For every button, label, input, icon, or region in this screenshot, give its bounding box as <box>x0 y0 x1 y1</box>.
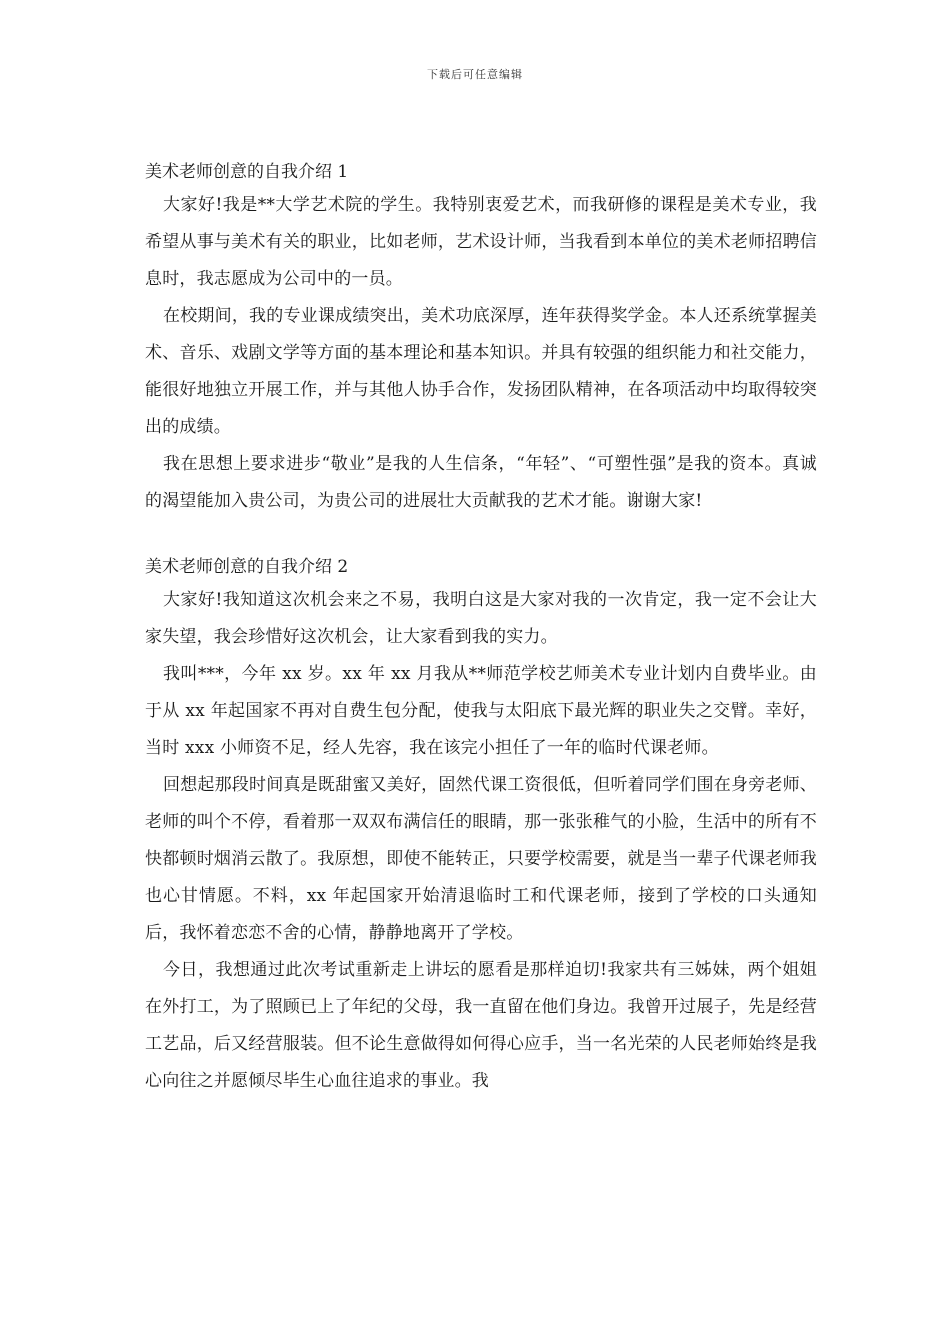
section-title: 美术老师创意的自我介绍 1 <box>145 162 349 182</box>
section-2 <box>145 552 817 1100</box>
header-note: 下载后可任意编辑 <box>427 68 523 81</box>
document-body <box>145 157 817 1132</box>
paragraph: 回想起那段时间真是既甜蜜又美好，固然代课工资很低，但听着同学们围在身旁老师、老师的叫个不停，看着那一双双布满信任的眼睛，那一张张稚气的小脸，生活中的所有不快都顿时烟消云散了。我原想，即使不能转正，只要学校需要，就是当一辈子代课老师我也心甘情愿。不料，xx 年起国家开始清退临时工和代课老师，接到了学校的口头通知后，我怀着恋恋不舍的心情，静静地离开了学校。 <box>145 775 817 943</box>
paragraph: 在校期间，我的专业课成绩突出，美术功底深厚，连年获得奖学金。本人还系统掌握美术、音乐、戏剧文学等方面的基本理论和基本知识。并具有较强的组织能力和社交能力，能很好地独立开展工作，并与其他人协手合作，发扬团队精神，在各项活动中均取得较突出的成绩。 <box>145 306 817 437</box>
section-1 <box>145 157 817 520</box>
paragraph: 大家好!我是**大学艺术院的学生。我特别衷爱艺术，而我研修的课程是美术专业，我希望从事与美术有关的职业，比如老师，艺术设计师，当我看到本单位的美术老师招聘信息时，我志愿成为公司中的一员。 <box>145 195 817 289</box>
paragraph: 我在思想上要求进步“敬业”是我的人生信条，“年轻”、“可塑性强”是我的资本。真诚的渴望能加入贵公司，为贵公司的进展壮大贡献我的艺术才能。谢谢大家! <box>145 454 817 511</box>
section-title: 美术老师创意的自我介绍 2 <box>145 557 349 577</box>
paragraph: 我叫***，今年 xx 岁。xx 年 xx 月我从**师范学校艺师美术专业计划内自费毕业。由于从 xx 年起国家不再对自费生包分配，使我与太阳底下最光辉的职业失之交臂。幸好，当时 xxx 小师资不足，经人先容，我在该完小担任了一年的临时代课老师。 <box>145 664 817 758</box>
paragraph: 今日，我想通过此次考试重新走上讲坛的愿看是那样迫切!我家共有三姊妹，两个姐姐在外打工，为了照顾已上了年纪的父母，我一直留在他们身边。我曾开过展子，先是经营工艺品，后又经营服装。但不论生意做得如何得心应手，当一名光荣的人民老师始终是我心向往之并愿倾尽毕生心血往追求的事业。我 <box>145 960 817 1091</box>
paragraph: 大家好!我知道这次机会来之不易，我明白这是大家对我的一次肯定，我一定不会让大家失望，我会珍惜好这次机会，让大家看到我的实力。 <box>145 590 817 647</box>
